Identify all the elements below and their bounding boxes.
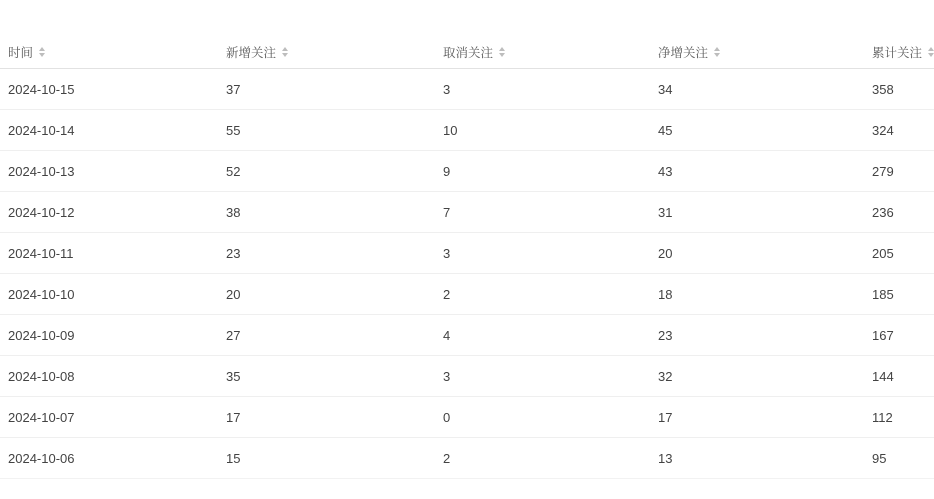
cell-date: 2024-10-07 — [0, 397, 218, 438]
column-label: 时间 — [8, 45, 34, 60]
table-row — [0, 110, 934, 151]
caret-down-icon — [39, 53, 45, 57]
column-header-net_follows[interactable] — [650, 35, 864, 69]
table-row — [0, 192, 934, 233]
cell-date: 2024-10-12 — [0, 192, 218, 233]
cell-unfollows: 4 — [435, 315, 650, 356]
sort-carets-icon — [928, 47, 934, 57]
cell-net_follows: 18 — [650, 274, 864, 315]
cell-new_follows: 23 — [218, 233, 435, 274]
table-row — [0, 233, 934, 274]
cell-unfollows: 0 — [435, 397, 650, 438]
sort-carets-icon — [714, 47, 720, 57]
cell-unfollows: 2 — [435, 274, 650, 315]
sort-carets-icon — [282, 47, 288, 57]
caret-up-icon — [928, 47, 934, 51]
cell-total_follows: 112 — [864, 397, 934, 438]
cell-total_follows: 324 — [864, 110, 934, 151]
column-label: 取消关注 — [443, 45, 494, 60]
cell-total_follows: 144 — [864, 356, 934, 397]
column-header-new_follows[interactable] — [218, 35, 435, 69]
caret-up-icon — [282, 47, 288, 51]
cell-unfollows: 10 — [435, 110, 650, 151]
caret-up-icon — [714, 47, 720, 51]
cell-total_follows: 279 — [864, 151, 934, 192]
cell-new_follows: 55 — [218, 110, 435, 151]
caret-down-icon — [714, 53, 720, 57]
column-header-unfollows[interactable] — [435, 35, 650, 69]
cell-total_follows: 236 — [864, 192, 934, 233]
cell-date: 2024-10-06 — [0, 438, 218, 479]
cell-net_follows: 23 — [650, 315, 864, 356]
cell-total_follows: 167 — [864, 315, 934, 356]
cell-new_follows: 20 — [218, 274, 435, 315]
cell-new_follows: 35 — [218, 356, 435, 397]
cell-date: 2024-10-15 — [0, 69, 218, 110]
column-label: 累计关注 — [872, 45, 923, 60]
cell-unfollows: 3 — [435, 356, 650, 397]
caret-down-icon — [928, 53, 934, 57]
cell-unfollows: 2 — [435, 438, 650, 479]
caret-up-icon — [499, 47, 505, 51]
cell-new_follows: 52 — [218, 151, 435, 192]
cell-new_follows: 38 — [218, 192, 435, 233]
cell-date: 2024-10-09 — [0, 315, 218, 356]
cell-net_follows: 45 — [650, 110, 864, 151]
table-row — [0, 397, 934, 438]
table-row — [0, 438, 934, 479]
cell-new_follows: 17 — [218, 397, 435, 438]
cell-new_follows: 27 — [218, 315, 435, 356]
cell-new_follows: 37 — [218, 69, 435, 110]
column-header-date[interactable] — [0, 35, 218, 69]
table-row — [0, 274, 934, 315]
cell-date: 2024-10-10 — [0, 274, 218, 315]
cell-new_follows: 15 — [218, 438, 435, 479]
cell-date: 2024-10-08 — [0, 356, 218, 397]
cell-net_follows: 31 — [650, 192, 864, 233]
caret-down-icon — [282, 53, 288, 57]
column-label: 新增关注 — [226, 45, 277, 60]
sort-carets-icon — [39, 47, 45, 57]
cell-net_follows: 20 — [650, 233, 864, 274]
table-row — [0, 315, 934, 356]
sort-carets-icon — [499, 47, 505, 57]
caret-up-icon — [39, 47, 45, 51]
caret-down-icon — [499, 53, 505, 57]
table-row — [0, 151, 934, 192]
cell-net_follows: 13 — [650, 438, 864, 479]
cell-date: 2024-10-14 — [0, 110, 218, 151]
cell-total_follows: 205 — [864, 233, 934, 274]
table-body — [0, 69, 934, 479]
cell-date: 2024-10-13 — [0, 151, 218, 192]
cell-unfollows: 3 — [435, 69, 650, 110]
table-row — [0, 356, 934, 397]
cell-date: 2024-10-11 — [0, 233, 218, 274]
column-header-total_follows[interactable] — [864, 35, 934, 69]
cell-net_follows: 34 — [650, 69, 864, 110]
follow-stats-table — [0, 35, 934, 479]
column-label: 净增关注 — [658, 45, 709, 60]
cell-net_follows: 43 — [650, 151, 864, 192]
cell-total_follows: 185 — [864, 274, 934, 315]
cell-unfollows: 9 — [435, 151, 650, 192]
cell-net_follows: 17 — [650, 397, 864, 438]
table-row — [0, 69, 934, 110]
cell-unfollows: 7 — [435, 192, 650, 233]
cell-unfollows: 3 — [435, 233, 650, 274]
table-header-row — [0, 35, 934, 69]
cell-total_follows: 358 — [864, 69, 934, 110]
cell-total_follows: 95 — [864, 438, 934, 479]
cell-net_follows: 32 — [650, 356, 864, 397]
